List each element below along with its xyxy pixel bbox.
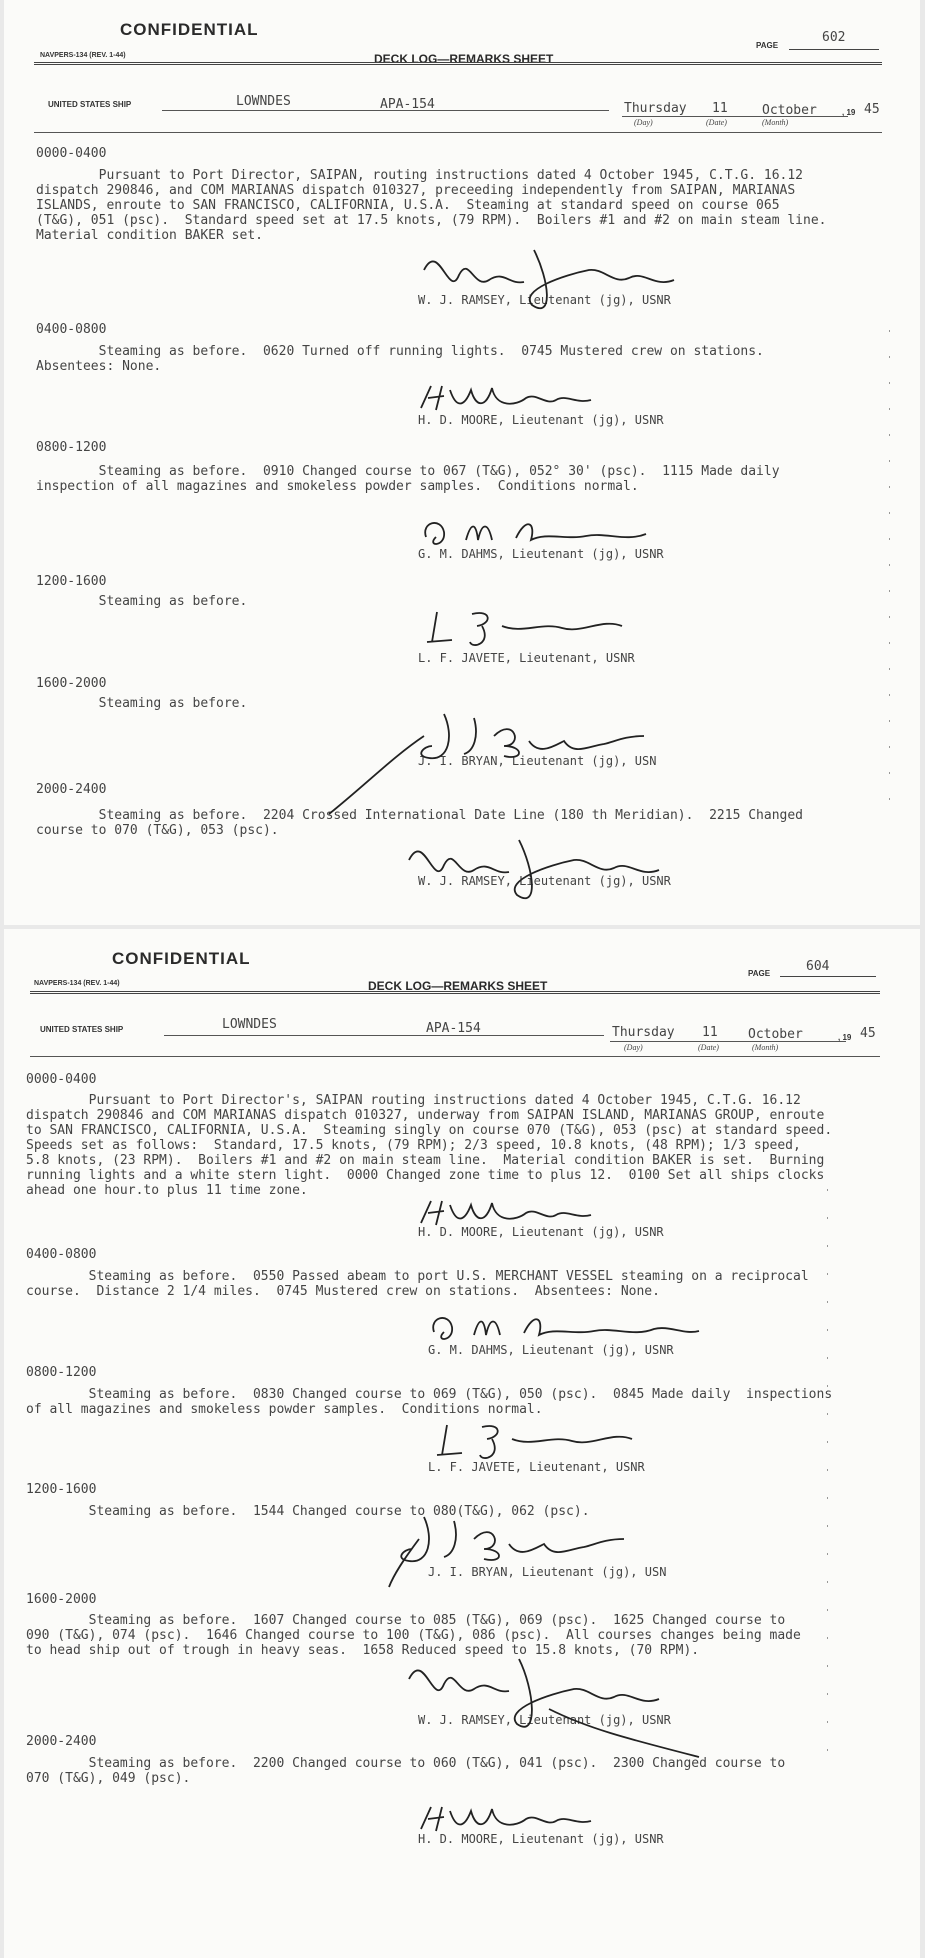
watch-remarks: Steaming as before. 1607 Changed course to 085 (T&G), 069 (psc). 1625 Changed course to 090 (T&G), 074 (psc). 1646 Changed course to 100 (T&G), 086 (psc). All courses changes being made to head ship out of trough in heavy seas. 1658 Reduced speed to 15.8 knots, (70 RPM). — [26, 1613, 801, 1658]
officer-signature-block: L. F. JAVETE, Lieutenant, USNR — [418, 651, 635, 665]
officer-signature-block: W. J. RAMSEY, Lieutenant (jg), USNR — [418, 1713, 671, 1727]
page-label: PAGE — [748, 969, 771, 978]
bryan-handwritten-signature — [324, 706, 704, 816]
watch-remarks: Steaming as before. 2204 Crossed International Date Line (180 th Meridian). 2215 Changed course to 070 (T&G), 053 (psc). — [36, 808, 804, 838]
watch-label: 1600-2000 — [36, 676, 107, 691]
ship-line — [164, 1035, 604, 1036]
javete-handwritten-signature — [422, 604, 662, 648]
log-year: 45 — [864, 102, 880, 117]
confidential-heading: CONFIDENTIAL — [112, 949, 251, 968]
date-caption: (Date) — [706, 118, 727, 127]
page-number: 604 — [806, 959, 830, 974]
page-number-line — [789, 49, 879, 50]
ramsey-handwritten-signature — [399, 1639, 729, 1759]
margin-dot-marks — [888, 330, 890, 800]
officer-signature-block: H. D. MOORE, Lieutenant (jg), USNR — [418, 1225, 664, 1239]
year-prefix: , 19 — [842, 108, 856, 117]
watch-label: 1200-1600 — [36, 574, 107, 589]
log-date: 11 — [702, 1025, 718, 1040]
page-number: 602 — [822, 30, 846, 45]
watch-label: 1600-2000 — [26, 1592, 97, 1607]
watch-remarks: Steaming as before. 0910 Changed course to 067 (T&G), 052° 30' (psc). 1115 Made daily inspection of all magazines and smokeless powder samples. Conditions normal. — [36, 464, 780, 494]
watch-label: 0400-0800 — [26, 1247, 97, 1262]
officer-signature-block: H. D. MOORE, Lieutenant (jg), USNR — [418, 1832, 664, 1846]
log-sheet-page-602 — [4, 0, 920, 925]
hull-number: APA-154 — [426, 1021, 481, 1036]
ship-rule — [34, 132, 882, 133]
moore-handwritten-signature — [416, 1799, 616, 1839]
watch-label: 1200-1600 — [26, 1482, 97, 1497]
page-label: PAGE — [756, 41, 779, 50]
month-caption: (Month) — [762, 118, 789, 127]
sheet-title: DECK LOG—REMARKS SHEET — [368, 979, 548, 993]
ramsey-handwritten-signature — [414, 230, 714, 320]
ship-rule — [30, 1056, 880, 1057]
bryan-handwritten-signature — [384, 1509, 644, 1589]
watch-remarks: Steaming as before. — [36, 696, 248, 711]
watch-label: 0800-1200 — [26, 1365, 97, 1380]
log-day: Thursday — [612, 1025, 675, 1040]
officer-signature-block: G. M. DAHMS, Lieutenant (jg), USNR — [428, 1343, 674, 1357]
ramsey-handwritten-signature — [399, 820, 699, 910]
date-line — [622, 116, 848, 117]
day-caption: (Day) — [624, 1043, 643, 1052]
log-date: 11 — [712, 101, 728, 116]
officer-signature-block: L. F. JAVETE, Lieutenant, USNR — [428, 1460, 645, 1474]
watch-remarks: Steaming as before. 1544 Changed course to 080(T&G), 062 (psc). — [26, 1504, 590, 1519]
log-month: October — [748, 1027, 803, 1042]
watch-label: 2000-2400 — [36, 782, 107, 797]
ship-name: LOWNDES — [222, 1017, 277, 1032]
watch-label: 0400-0800 — [36, 322, 107, 337]
dahms-handwritten-signature — [424, 1307, 704, 1347]
watch-label: 0800-1200 — [36, 440, 107, 455]
ship-line — [162, 110, 609, 111]
watch-remarks: Pursuant to Port Director's, SAIPAN routing instructions dated 4 October 1945, C.T.G. 16.12 dispatch 290846 and COM MARIANAS dispatch 010327, underway from SAIPAN ISLAND, MARIANAS GROUP, enroute to SAN FRANCISCO, CALIFORNIA, U.S.A. Steaming singly on course 070 (T&G), 053 (psc) at standard speed. Speeds set as follows: Standard, 17.5 knots, (79 RPM); 2/3 speed, 10.8 knots, (48 RPM); 1/3 speed, 5.8 knots, (23 RPM). Boilers #1 and #2 on main steam line. Material condition BAKER is set. Burning running lights and a white stern light. 0000 Changed zone time to plus 12. 0100 Set all ships clocks ahead one hour.to plus 11 time zone. — [26, 1093, 833, 1198]
log-month: October — [762, 103, 817, 118]
officer-signature-block: W. J. RAMSEY, Lieutenant (jg), USNR — [418, 293, 671, 307]
date-caption: (Date) — [698, 1043, 719, 1052]
ship-label: UNITED STATES SHIP — [40, 1025, 124, 1034]
watch-remarks: Steaming as before. 0620 Turned off running lights. 0745 Mustered crew on stations. Absentees: None. — [36, 344, 764, 374]
watch-remarks: Steaming as before. — [36, 594, 248, 609]
form-number: NAVPERS-134 (REV. 1-44) — [34, 980, 120, 987]
form-number: NAVPERS-134 (REV. 1-44) — [40, 52, 126, 59]
margin-dot-marks — [826, 1189, 828, 1769]
officer-signature-block: H. D. MOORE, Lieutenant (jg), USNR — [418, 413, 664, 427]
ship-label: UNITED STATES SHIP — [48, 100, 132, 109]
confidential-heading: CONFIDENTIAL — [120, 20, 259, 39]
watch-label: 2000-2400 — [26, 1734, 97, 1749]
officer-signature-block: W. J. RAMSEY, Lieutenant (jg), USNR — [418, 874, 671, 888]
dahms-handwritten-signature — [416, 512, 656, 552]
date-line — [610, 1041, 846, 1042]
page-number-line — [780, 976, 876, 977]
watch-remarks: Steaming as before. 0830 Changed course to 069 (T&G), 050 (psc). 0845 Made daily inspections of all magazines and smokeless powder samples. Conditions normal. — [26, 1387, 833, 1417]
log-day: Thursday — [624, 101, 687, 116]
day-caption: (Day) — [634, 118, 653, 127]
sheet-title: DECK LOG—REMARKS SHEET — [374, 52, 554, 66]
year-prefix: , 19 — [838, 1033, 852, 1042]
moore-handwritten-signature — [416, 378, 616, 418]
watch-label: 0000-0400 — [26, 1072, 97, 1087]
watch-remarks: Steaming as before. 2200 Changed course to 060 (T&G), 041 (psc). 2300 Changed course to 070 (T&G), 049 (psc). — [26, 1756, 786, 1786]
ship-name: LOWNDES — [236, 94, 291, 109]
header-rule — [34, 62, 882, 65]
officer-signature-block: J. I. BRYAN, Lieutenant (jg), USN — [428, 1565, 667, 1579]
officer-signature-block: G. M. DAHMS, Lieutenant (jg), USNR — [418, 547, 664, 561]
month-caption: (Month) — [752, 1043, 779, 1052]
moore-handwritten-signature — [416, 1193, 616, 1233]
watch-label: 0000-0400 — [36, 146, 107, 161]
hull-number: APA-154 — [380, 97, 435, 112]
officer-signature-block: J. I. BRYAN, Lieutenant (jg), USN — [418, 754, 657, 768]
javete-handwritten-signature — [432, 1417, 672, 1461]
header-rule — [30, 991, 880, 994]
log-sheet-page-604 — [4, 929, 920, 1958]
watch-remarks: Pursuant to Port Director, SAIPAN, routing instructions dated 4 October 1945, C.T.G. 16.12 dispatch 290846, and COM MARIANAS dispatch 010327, preceeding independently from SAIPAN, MARIANAS ISLANDS, enroute to SAN FRANCISCO, CALIFORNIA, U.S.A. Steaming at standard speed on course 065 (T&G), 051 (psc). Standard speed set at 17.5 knots, (79 RPM). Boilers #1 and #2 on main steam line. Material condition BAKER set. — [36, 168, 827, 243]
watch-remarks: Steaming as before. 0550 Passed abeam to port U.S. MERCHANT VESSEL steaming on a reciprocal course. Distance 2 1/4 miles. 0745 Mustered crew on stations. Absentees: None. — [26, 1269, 809, 1299]
log-year: 45 — [860, 1026, 876, 1041]
